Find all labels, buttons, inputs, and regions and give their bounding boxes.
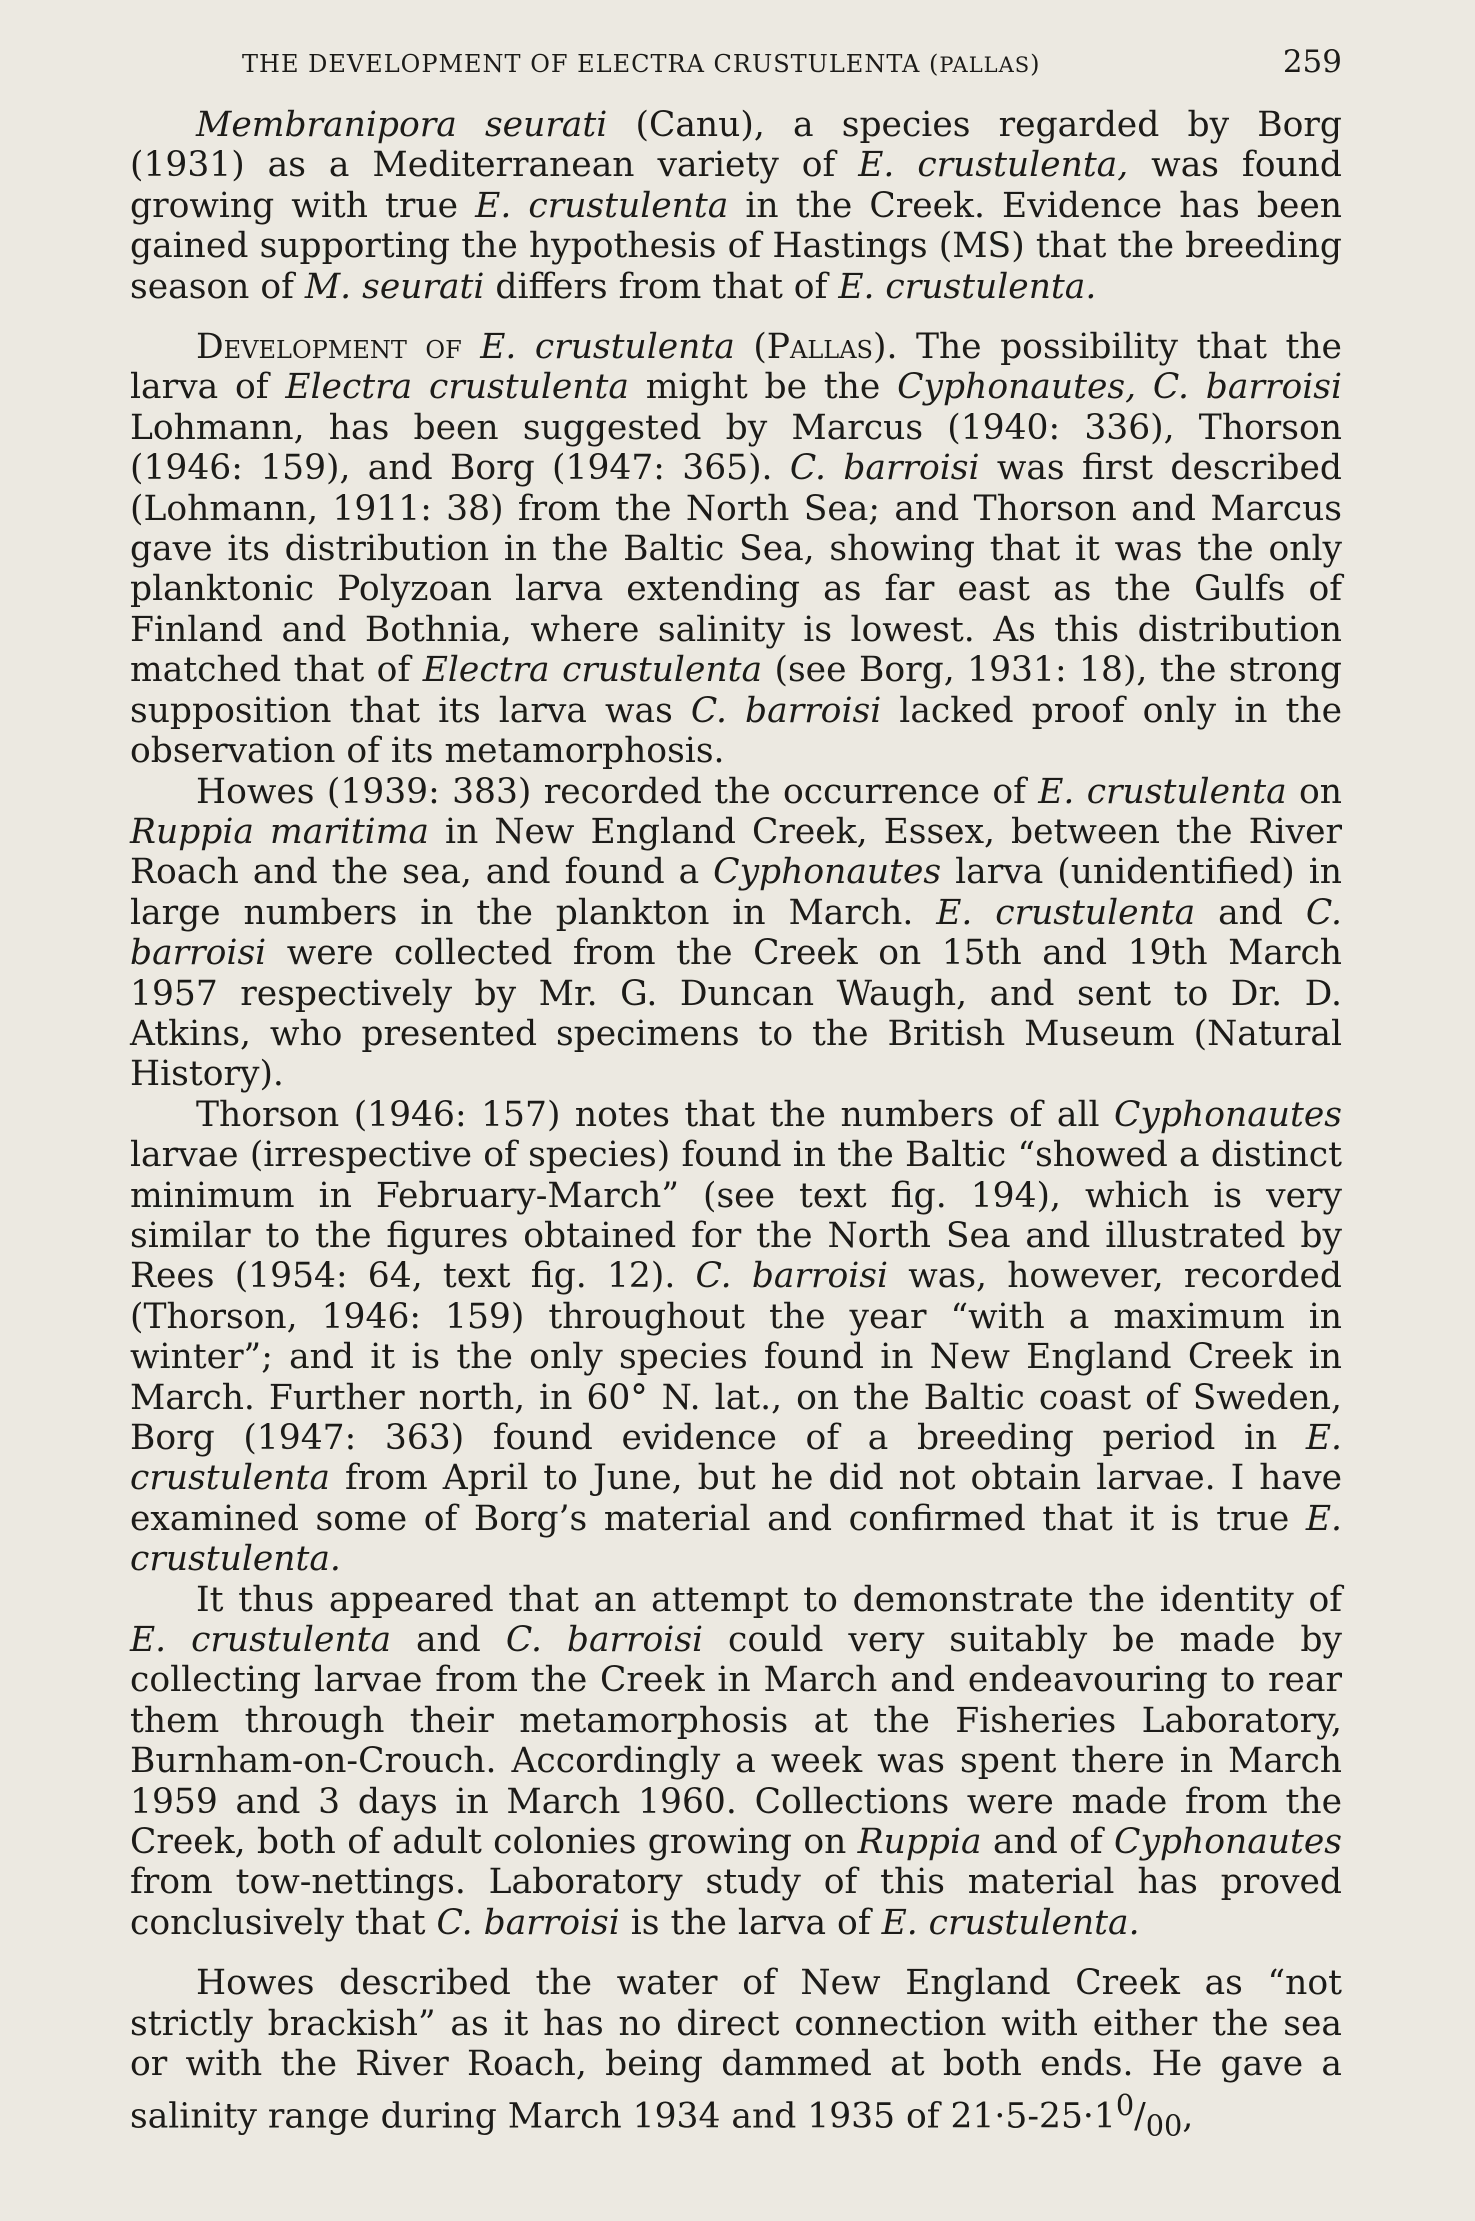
page-header: [242, 44, 1342, 88]
paragraph-salinity: Howes described the water of New England Creek as “not strictly brackish” as it has no direct connection with either the sea or with the River Roach, being dammed at both ends. He gave a salinity range during March 1934 and 1935 of $21\cdot 5-25\cdot 1^0/_{00}$,: [130, 1963, 1342, 2142]
per-mille-superscript: 0: [1115, 2087, 1135, 2122]
section-heading: Development of: [196, 327, 462, 368]
paragraph-thorson: Thorson (1946: 157) notes that the numbers of all Cyphonautes larvae (irrespective of species) found in the Baltic “showed a distinct minimum in February-March” (see text fig. 194), which is very similar to the figures obtained for the North Sea and illustrated by Rees (1954: 64, text fig. 12). C. barroisi was, however, recorded (Thorson, 1946: 159) throughout the year “with a maximum in winter”; and it is the only species found in New England Creek in March. Further north, in 60° N. lat., on the Baltic coast of Sweden, Borg (1947: 363) found evidence of a breeding period in E. crustulenta from April to June, but he did not obtain larvae. I have examined some of Borg’s material and confirmed that it is true E. crustulenta.: [130, 1094, 1343, 1580]
paragraph-development: Development of E. crustulenta (Pallas). The possibility that the larva of Electra crustulenta might be the Cyphonautes, C. barroisi Lohmann, has been suggested by Marcus (1940: 336), Thorson (1946: 159), and Borg (1947: 365). C. barroisi was first described (Lohmann, 1911: 38) from the North Sea; and Thorson and Marcus gave its distribution in the Baltic Sea, showing that it was the only planktonic Polyzoan larva extending as far east as the Gulfs of Finland and Bothnia, where salinity is lowest. As this distribution matched that of Electra crustulenta (see Borg, 1931: 18), the strong supposition that its larva was C. barroisi lacked proof only in the observation of its metamorphosis.: [130, 327, 1343, 772]
paragraph-howes-1939: Howes (1939: 383) recorded the occurrence of E. crustulenta on Ruppia maritima in New England Creek, Essex, between the River Roach and the sea, and found a Cyphonautes larva (unidentified) in large numbers in the plankton in March. E. crustulenta and C. barroisi were collected from the Creek on 15th and 19th March 1957 respectively by Mr. G. Duncan Waugh, and sent to Dr. D. Atkins, who presented specimens to the British Museum (Natural History).: [130, 771, 1342, 1095]
per-mille-subscript: 00: [1145, 2107, 1183, 2142]
paragraph-membranipora: Membranipora seurati (Canu), a species regarded by Borg (1931) as a Mediterranean variety of E. crustulenta, was found growing with true E. crustulenta in the Creek. Evidence has been gained supporting the hypothesis of Hastings (MS) that the breeding season of M. seurati differs from that of E. crustulenta.: [130, 105, 1343, 307]
running-head: THE DEVELOPMENT OF ELECTRA CRUSTULENTA (PALLAS): [242, 50, 1041, 78]
body-text: [130, 105, 1342, 2145]
paragraph-identity: It thus appeared that an attempt to demonstrate the identity of E. crustulenta and C. barroisi could very suitably be made by collecting larvae from the Creek in March and endeavouring to rear them through their metamorphosis at the Fisheries Laboratory, Burnham-on-Crouch. Accordingly a week was spent there in March 1959 and 3 days in March 1960. Collections were made from the Creek, both of adult colonies growing on Ruppia and of Cyphonautes from tow-nettings. Laboratory study of this material has proved conclusively that C. barroisi is the larva of E. crustulenta.: [130, 1579, 1343, 1943]
page-number: 259: [1282, 44, 1342, 80]
